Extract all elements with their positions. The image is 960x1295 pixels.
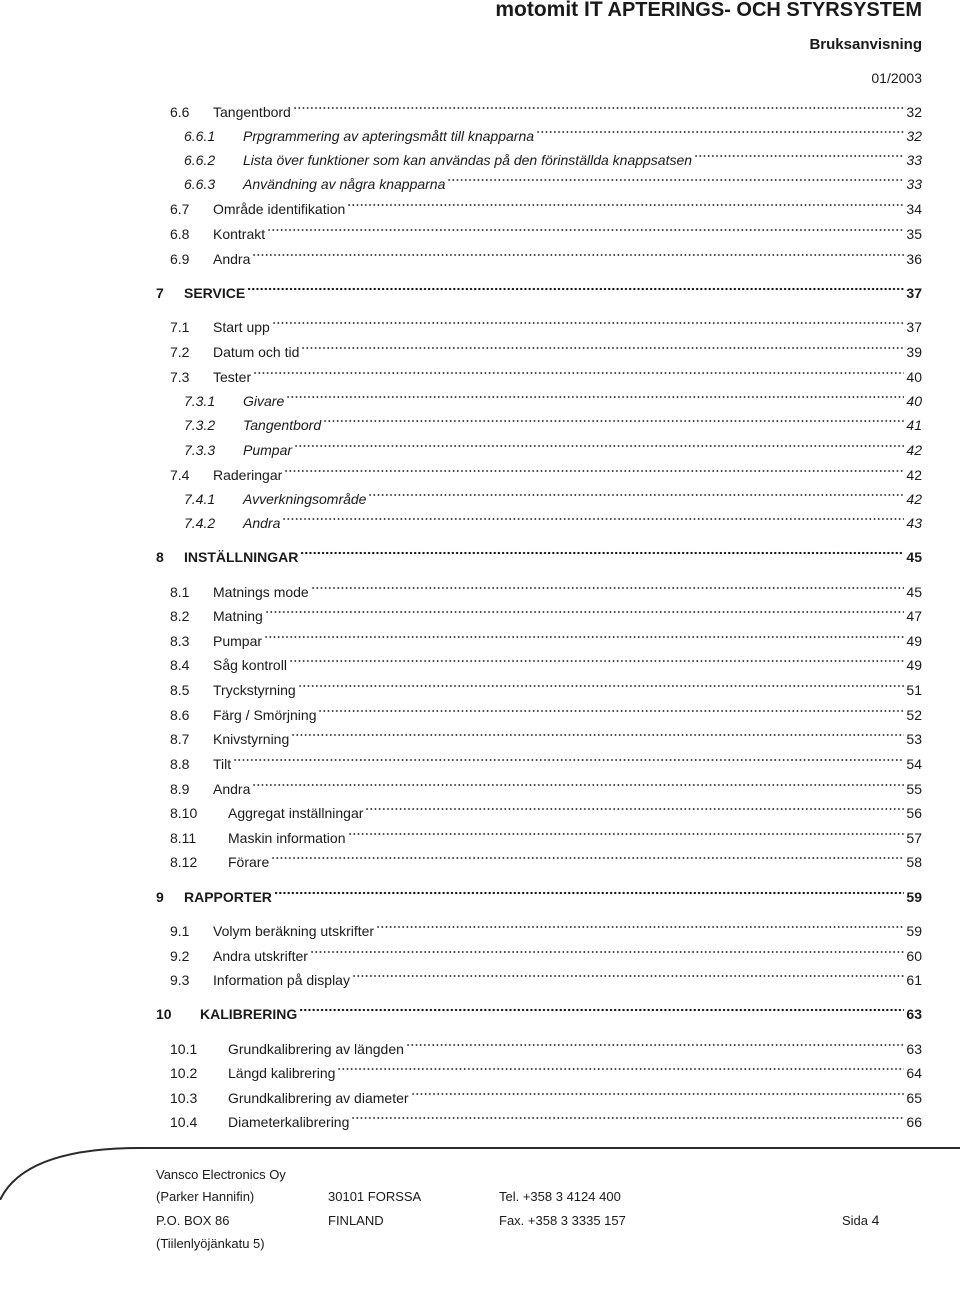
toc-leader-dots: [265, 610, 904, 620]
toc-entry-page: 41: [906, 417, 922, 433]
toc-entry-title: Pumpar: [213, 633, 263, 649]
page-number: 4: [871, 1212, 880, 1228]
toc-entry-page: 42: [906, 442, 922, 458]
toc-entry-number: 8.10: [170, 805, 198, 821]
toc-entry[interactable]: [0, 1088, 960, 1108]
toc-entry[interactable]: [0, 283, 960, 303]
toc-entry-page: 57: [906, 830, 922, 846]
toc-entry-title: Prpgrammering av apteringsmått till knapparna: [243, 128, 535, 144]
toc-entry-number: 10: [156, 1006, 172, 1022]
toc-entry[interactable]: [0, 754, 960, 774]
footer-pobox: P.O. BOX 86: [156, 1213, 230, 1228]
footer-page: [842, 1212, 879, 1228]
toc-entry-page: 39: [906, 344, 922, 360]
toc-entry[interactable]: [0, 680, 960, 700]
toc-leader-dots: [536, 130, 904, 140]
toc-entry-title: Förare: [228, 854, 270, 870]
toc-entry-title: Matning: [213, 608, 263, 624]
page-label: Sida: [842, 1213, 869, 1228]
toc-entry[interactable]: [0, 174, 960, 194]
toc-entry-page: 63: [906, 1006, 922, 1022]
toc-entry-title: Information på display: [213, 972, 350, 988]
toc-entry-page: 42: [906, 491, 922, 507]
toc-leader-dots: [286, 395, 904, 405]
toc-entry-number: 7.1: [170, 319, 190, 335]
toc-entry-number: 7.4.1: [184, 491, 216, 507]
toc-entry-number: 9: [156, 889, 164, 905]
toc-entry-title: Andra utskrifter: [213, 948, 308, 964]
toc-leader-dots: [291, 733, 904, 743]
toc-entry-title: Maskin information: [228, 830, 346, 846]
toc-entry-page: 49: [906, 657, 922, 673]
toc-entry-number: 10.3: [170, 1090, 198, 1106]
toc-entry-page: 56: [906, 805, 922, 821]
toc-leader-dots: [252, 783, 904, 793]
toc-leader-dots: [323, 419, 904, 429]
toc-entry[interactable]: [0, 150, 960, 170]
footer-street: (Tiilenlyöjänkatu 5): [156, 1236, 265, 1251]
toc-entry[interactable]: [0, 852, 960, 872]
toc-entry[interactable]: [0, 705, 960, 725]
toc-leader-dots: [376, 925, 904, 935]
toc-entry-title: Aggregat inställningar: [228, 805, 364, 821]
toc-entry-page: 45: [906, 549, 922, 565]
toc-entry-number: 7.3.1: [184, 393, 216, 409]
toc-entry-number: 8.2: [170, 608, 190, 624]
toc-entry-number: 7.4: [170, 467, 190, 483]
toc-entry-title: Knivstyrning: [213, 731, 290, 747]
toc-entry-number: 8.5: [170, 682, 190, 698]
toc-entry-title: Start upp: [213, 319, 270, 335]
toc-entry[interactable]: [0, 126, 960, 146]
toc-entry-number: 10.1: [170, 1041, 198, 1057]
toc-entry-page: 64: [906, 1065, 922, 1081]
toc-entry-title: Volym beräkning utskrifter: [213, 923, 375, 939]
toc-entry-page: 66: [906, 1114, 922, 1130]
toc-entry-page: 65: [906, 1090, 922, 1106]
toc-entry[interactable]: [0, 415, 960, 435]
toc-entry[interactable]: [0, 342, 960, 362]
toc-entry[interactable]: [0, 489, 960, 509]
toc-leader-dots: [289, 659, 904, 669]
toc-leader-dots: [272, 321, 904, 331]
toc-entry-number: 6.6.1: [184, 128, 216, 144]
toc-entry-page: 33: [906, 152, 922, 168]
toc-entry-title: Område identifikation: [213, 201, 346, 217]
toc-leader-dots: [300, 551, 904, 561]
toc-entry[interactable]: [0, 606, 960, 626]
toc-entry-title: KALIBRERING: [200, 1006, 298, 1022]
toc-entry[interactable]: [0, 440, 960, 460]
toc-entry-title: Tester: [213, 369, 252, 385]
toc-entry-number: 6.6: [170, 104, 190, 120]
toc-entry-number: 8.3: [170, 633, 190, 649]
toc-entry[interactable]: [0, 249, 960, 269]
toc-entry[interactable]: [0, 582, 960, 602]
toc-entry[interactable]: [0, 224, 960, 244]
toc-entry-title: Såg kontroll: [213, 657, 287, 673]
toc-entry[interactable]: [0, 317, 960, 337]
toc-entry-page: 34: [906, 201, 922, 217]
toc-entry-number: 6.9: [170, 251, 190, 267]
toc-entry[interactable]: [0, 1039, 960, 1059]
document-date: 01/2003: [871, 70, 922, 86]
toc-entry-page: 43: [906, 515, 922, 531]
toc-entry-page: 63: [906, 1041, 922, 1057]
toc-entry-number: 8.8: [170, 756, 190, 772]
toc-entry[interactable]: [0, 465, 960, 485]
toc-entry-page: 37: [906, 285, 922, 301]
toc-entry-number: 8.1: [170, 584, 190, 600]
toc-entry-number: 6.6.3: [184, 176, 216, 192]
toc-entry-number: 8.11: [170, 830, 197, 846]
toc-entry-number: 9.3: [170, 972, 190, 988]
toc-entry[interactable]: [0, 1112, 960, 1132]
toc-entry-title: Tangentbord: [243, 417, 322, 433]
document-title: [495, 0, 922, 22]
toc-entry[interactable]: [0, 921, 960, 941]
toc-leader-dots: [274, 891, 904, 901]
toc-entry-page: 53: [906, 731, 922, 747]
toc-entry-title: Grundkalibrering av längden: [228, 1041, 404, 1057]
toc-entry-number: 7.2: [170, 344, 190, 360]
toc-entry-page: 40: [906, 369, 922, 385]
toc-leader-dots: [447, 178, 904, 188]
toc-entry-page: 49: [906, 633, 922, 649]
toc-entry-title: Datum och tid: [213, 344, 300, 360]
toc-entry[interactable]: [0, 779, 960, 799]
toc-leader-dots: [271, 856, 904, 866]
toc-leader-dots: [294, 444, 904, 454]
toc-entry-page: 55: [906, 781, 922, 797]
toc-entry-title: Raderingar: [213, 467, 283, 483]
toc-leader-dots: [293, 106, 904, 116]
toc-entry-number: 7.3: [170, 369, 190, 385]
toc-entry-title: Tryckstyrning: [213, 682, 296, 698]
toc-entry-title: Andra: [213, 781, 251, 797]
toc-entry[interactable]: [0, 513, 960, 533]
footer-country: FINLAND: [328, 1213, 384, 1228]
toc-leader-dots: [368, 493, 904, 503]
toc-leader-dots: [253, 371, 904, 381]
toc-leader-dots: [247, 287, 904, 297]
toc-entry-title: RAPPORTER: [184, 889, 272, 905]
toc-entry-page: 61: [906, 972, 922, 988]
toc-entry-number: 6.8: [170, 226, 190, 242]
toc-leader-dots: [264, 635, 904, 645]
product-title: APTERINGS- OCH STYRSYSTEM: [607, 0, 922, 21]
toc-entry-page: 40: [906, 393, 922, 409]
toc-entry-number: 8.6: [170, 707, 190, 723]
toc-entry-number: 10.2: [170, 1065, 198, 1081]
toc-leader-dots: [411, 1092, 904, 1102]
toc-entry[interactable]: [0, 1004, 960, 1024]
toc-entry[interactable]: [0, 199, 960, 219]
footer-curve-decoration: [0, 1140, 960, 1200]
toc-leader-dots: [233, 758, 904, 768]
toc-leader-dots: [267, 228, 904, 238]
toc-entry-page: 47: [906, 608, 922, 624]
toc-entry[interactable]: [0, 729, 960, 749]
toc-leader-dots: [311, 586, 904, 596]
toc-entry[interactable]: [0, 1063, 960, 1083]
toc-entry-title: Lista över funktioner som kan användas på den förinställda knappsatsen: [243, 152, 693, 168]
toc-entry[interactable]: [0, 655, 960, 675]
toc-entry-number: 9.1: [170, 923, 190, 939]
toc-leader-dots: [406, 1043, 904, 1053]
toc-entry-title: Matnings mode: [213, 584, 309, 600]
toc-entry[interactable]: [0, 367, 960, 387]
toc-entry-page: 35: [906, 226, 922, 242]
toc-leader-dots: [298, 684, 904, 694]
footer-parent: (Parker Hannifin): [156, 1189, 255, 1204]
toc-leader-dots: [365, 807, 904, 817]
toc-leader-dots: [299, 1008, 904, 1018]
toc-entry-page: 32: [906, 128, 922, 144]
toc-entry-page: 59: [906, 889, 922, 905]
toc-entry-title: Färg / Smörjning: [213, 707, 317, 723]
toc-entry-page: 36: [906, 251, 922, 267]
toc-entry-number: 8: [156, 549, 164, 565]
toc-entry-number: 7.3.2: [184, 417, 216, 433]
toc-leader-dots: [284, 469, 904, 479]
document-subtitle: Bruksanvisning: [809, 36, 922, 53]
toc-entry[interactable]: [0, 946, 960, 966]
toc-entry-page: 45: [906, 584, 922, 600]
toc-entry-number: 9.2: [170, 948, 190, 964]
toc-entry-number: 7: [156, 285, 164, 301]
toc-leader-dots: [252, 253, 904, 263]
toc-entry-page: 42: [906, 467, 922, 483]
toc-entry-title: Grundkalibrering av diameter: [228, 1090, 409, 1106]
toc-entry-number: 8.7: [170, 731, 190, 747]
toc-entry-title: Längd kalibrering: [228, 1065, 336, 1081]
toc-entry-title: Användning av några knapparna: [243, 176, 446, 192]
toc-entry[interactable]: [0, 803, 960, 823]
footer-company: Vansco Electronics Oy: [156, 1167, 286, 1182]
toc-entry-number: 8.9: [170, 781, 190, 797]
toc-entry-number: 8.12: [170, 854, 198, 870]
toc-leader-dots: [352, 974, 904, 984]
brand-name: motomit IT: [495, 0, 603, 21]
toc-entry-page: 33: [906, 176, 922, 192]
toc-entry-number: 7.4.2: [184, 515, 216, 531]
toc-entry[interactable]: [0, 391, 960, 411]
toc-entry-title: Pumpar: [243, 442, 293, 458]
toc-entry-title: Avverkningsområde: [243, 491, 367, 507]
toc-entry-page: 54: [906, 756, 922, 772]
toc-entry-title: SERVICE: [184, 285, 246, 301]
toc-entry-title: Andra: [243, 515, 281, 531]
toc-entry[interactable]: [0, 828, 960, 848]
toc-entry[interactable]: [0, 547, 960, 567]
toc-entry-title: Tilt: [213, 756, 232, 772]
toc-entry-number: 10.4: [170, 1114, 198, 1130]
toc-leader-dots: [301, 346, 904, 356]
toc-entry-page: 59: [906, 923, 922, 939]
toc-entry[interactable]: [0, 887, 960, 907]
toc-entry[interactable]: [0, 102, 960, 122]
footer-tel: Tel. +358 3 4124 400: [499, 1189, 621, 1204]
toc-leader-dots: [348, 832, 904, 842]
toc-leader-dots: [282, 517, 904, 527]
toc-leader-dots: [337, 1067, 904, 1077]
toc-entry[interactable]: [0, 631, 960, 651]
footer-postcode-city: 30101 FORSSA: [328, 1189, 422, 1204]
toc-entry-page: 58: [906, 854, 922, 870]
toc-entry-page: 52: [906, 707, 922, 723]
toc-leader-dots: [310, 950, 904, 960]
toc-leader-dots: [318, 709, 904, 719]
toc-entry-number: 6.7: [170, 201, 190, 217]
toc-entry-title: Diameterkalibrering: [228, 1114, 350, 1130]
toc-entry-number: 6.6.2: [184, 152, 216, 168]
toc-entry-number: 8.4: [170, 657, 190, 673]
toc-entry-title: Andra: [213, 251, 251, 267]
toc-entry-page: 32: [906, 104, 922, 120]
toc-entry-page: 60: [906, 948, 922, 964]
toc-entry-title: Kontrakt: [213, 226, 266, 242]
toc-entry-page: 51: [906, 682, 922, 698]
toc-entry-title: Givare: [243, 393, 285, 409]
toc-leader-dots: [351, 1116, 904, 1126]
toc-leader-dots: [694, 154, 904, 164]
toc-entry-title: Tangentbord: [213, 104, 291, 120]
toc-entry-page: 37: [906, 319, 922, 335]
toc-leader-dots: [347, 203, 904, 213]
toc-entry-title: INSTÄLLNINGAR: [184, 549, 299, 565]
toc-entry[interactable]: [0, 970, 960, 990]
toc-entry-number: 7.3.3: [184, 442, 216, 458]
footer-fax: Fax. +358 3 3335 157: [499, 1213, 626, 1228]
